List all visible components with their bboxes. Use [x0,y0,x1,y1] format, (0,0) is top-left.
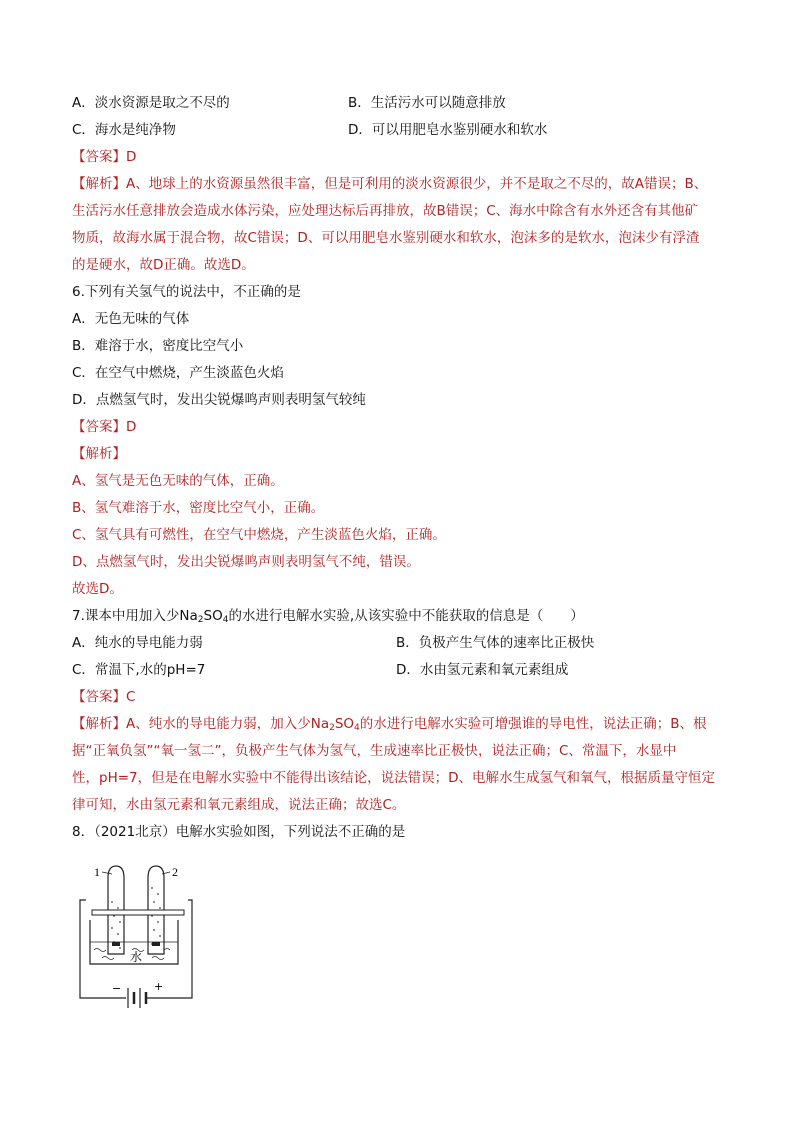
q5-option-b: B．生活污水可以随意排放 [348,95,506,111]
q6-analysis-d: D、点燃氢气时，发出尖锐爆鸣声则表明氢气不纯，错误。 [72,554,420,570]
water-label: 水 [130,950,143,964]
answer-label: 【答案】 [72,689,126,705]
analysis-text-line-3: 物质，故海水属于混合物，故C错误；D、可以用肥皂水鉴别硬水和软水，泡沫多的是软水，泡沫少有浮渣 [72,230,700,246]
q6-answer [72,414,732,441]
right-electrode [152,942,160,946]
q5-options-row-1 [72,90,732,117]
q7-option-b: B．负极产生气体的速率比正极快 [396,635,595,651]
q6-analysis-b: B、氢气难溶于水，密度比空气小，正确。 [72,500,325,516]
analysis-text-line-4: 的是硬水，故D正确。故选D。 [72,257,255,273]
analysis-text: A、纯水的导电能力弱，加入少Na [126,716,330,732]
q6-conclusion: 故选D。 [72,581,123,597]
q6-option-b: B．难溶于水，密度比空气小 [72,338,244,354]
q6-option-c: C．在空气中燃烧，产生淡蓝色火焰 [72,365,284,381]
analysis-label: 【解析】 [72,176,126,192]
answer-label: 【答案】 [72,419,126,435]
analysis-text-line-4: 律可知，水由氢元素和氧元素组成，说法正确；故选C。 [72,797,406,813]
q5-option-c: C．海水是纯净物 [72,122,176,138]
negative-terminal-label: − [112,982,122,995]
left-wire-outer [80,900,86,968]
q5-analysis [72,171,732,279]
q7-option-d: D．水由氢元素和氧元素组成 [396,662,569,678]
q7-stem [72,603,732,630]
tube-label-1: 1 [94,865,100,879]
left-electrode [112,942,120,946]
q5-option-a: A．淡水资源是取之不尽的 [72,95,230,111]
answer-label: 【答案】 [72,149,126,165]
tube-label-2: 2 [172,865,178,879]
label-leader-1 [102,872,112,874]
q7-option-c: C．常温下,水的pH=7 [72,662,206,678]
q7-options-row-2 [72,657,732,684]
q6-stem: 6.下列有关氢气的说法中，不正确的是 [72,284,301,300]
subscript: 2 [197,615,204,625]
q7-stem-text: SO [203,608,223,624]
q6-option-a: A．无色无味的气体 [72,311,190,327]
subscript: 4 [222,615,229,625]
q6-analysis-c: C、氢气具有可燃性，在空气中燃烧，产生淡蓝色火焰，正确。 [72,527,446,543]
answer-value: D [126,149,137,165]
q7-analysis [72,711,732,819]
q6-analysis-label: 【解析】 [72,446,126,462]
question-page [72,90,732,846]
q7-options-row-1 [72,630,732,657]
electrolysis-apparatus-figure [72,858,202,1008]
analysis-text-line-2: 生活污水任意排放会造成水体污染，应处理达标后再排放，故B错误；C、海水中除含有水外还含有其他矿 [72,203,699,219]
positive-terminal-label: + [154,980,164,993]
q7-option-a: A．纯水的导电能力弱 [72,635,203,651]
analysis-text-line-2: 据“正氧负氢”“氧一氢二”，负极产生气体为氢气，生成速率比正极快，说法正确；C、常温下，水显中 [72,743,677,759]
q7-stem-text: 7.课本中用加入少Na [72,608,198,624]
answer-value: C [126,689,136,705]
subscript: 2 [329,723,335,733]
q5-option-d: D．可以用肥皂水鉴别硬水和软水 [348,122,548,138]
analysis-text: 的水进行电解水实验可增强谁的导电性，说法正确；B、根 [359,716,707,732]
q6-option-d: D．点燃氢气时，发出尖锐爆鸣声则表明氢气较纯 [72,392,366,408]
q7-answer [72,684,732,711]
analysis-text-line-1: A、地球上的水资源虽然很丰富，但是可利用的淡水资源很少，并不是取之不尽的，故A错误；B、 [126,176,708,192]
q7-stem-text: 的水进行电解水实验,从该实验中不能获取的信息是（ ） [228,608,584,624]
q8-stem: 8．（2021北京）电解水实验如图，下列说法不正确的是 [72,824,406,840]
q6-analysis-a: A、氢气是无色无味的气体，正确。 [72,473,284,489]
water-in-right-tube [151,887,161,945]
answer-value: D [126,419,137,435]
analysis-text-line-3: 性，pH=7，但是在电解水实验中不能得出该结论，说法错误；D、电解水生成氢气和氧气，根据质量守恒定 [72,770,716,786]
clamp-bar [92,910,184,915]
analysis-text: SO [334,716,355,732]
subscript: 4 [354,723,360,733]
q5-answer [72,144,732,171]
analysis-label: 【解析】 [72,716,126,732]
electrolysis-diagram [72,858,202,1008]
q5-options-row-2 [72,117,732,144]
